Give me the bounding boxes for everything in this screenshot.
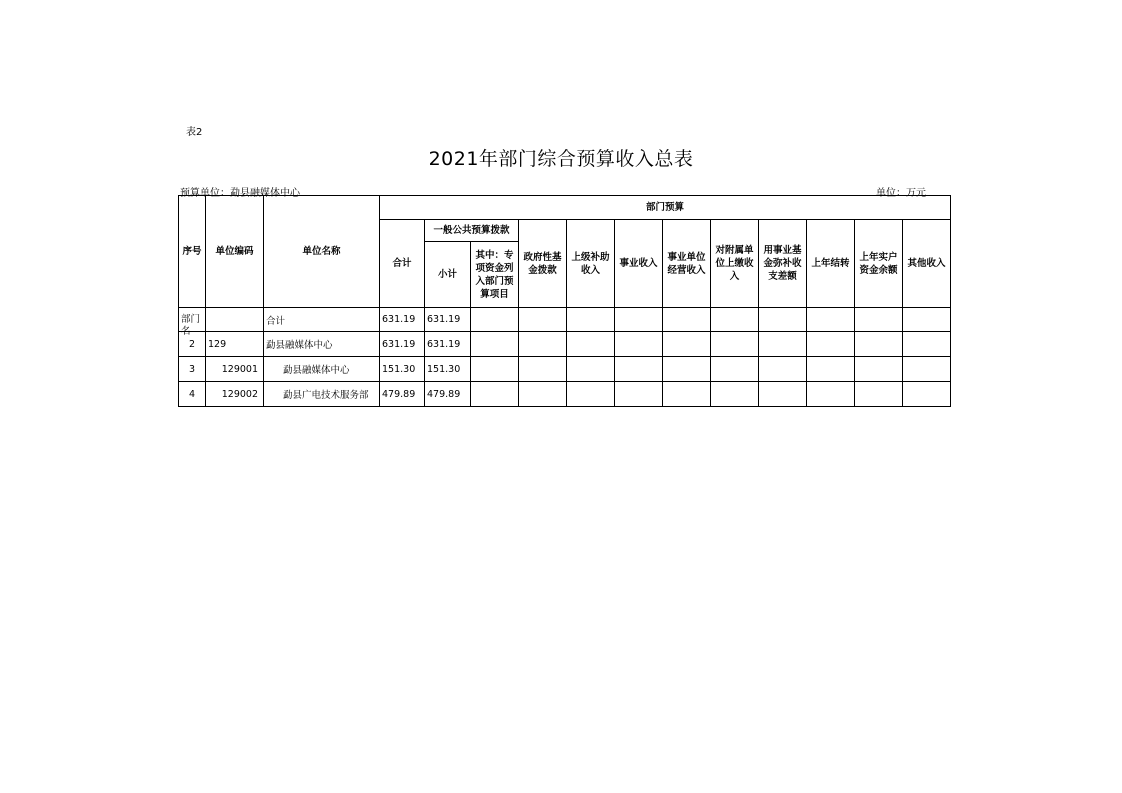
header-other-income: 其他收入 <box>903 220 951 308</box>
row-code: 129 <box>206 332 264 357</box>
table-row <box>179 382 951 407</box>
row-subtotal: 479.89 <box>425 382 471 407</box>
table-tag: 表2 <box>186 127 203 138</box>
header-general-public: 一般公共预算拨款 <box>425 220 519 242</box>
header-last-year-balance: 上年实户资金余额 <box>855 220 903 308</box>
header-business-operating: 事业单位经营收入 <box>663 220 711 308</box>
row-total: 631.19 <box>380 332 425 357</box>
row-seq: 4 <box>179 382 206 407</box>
header-unit-code: 单位编码 <box>206 196 264 308</box>
row-total: 631.19 <box>380 308 425 332</box>
row-seq: 3 <box>179 357 206 382</box>
row-total: 479.89 <box>380 382 425 407</box>
table-row <box>179 308 951 332</box>
header-last-year-carryover: 上年结转 <box>807 220 855 308</box>
row-seq: 部门名 <box>179 308 206 332</box>
row-code: 129002 <box>206 382 264 407</box>
header-unit-name: 单位名称 <box>264 196 380 308</box>
amount-unit: 单位：万元 <box>876 188 926 199</box>
header-row-1 <box>179 196 951 220</box>
header-gov-fund: 政府性基金拨款 <box>519 220 567 308</box>
page-title: 2021年部门综合预算收入总表 <box>428 148 694 170</box>
header-subtotal: 小计 <box>425 242 471 308</box>
header-business-income: 事业收入 <box>615 220 663 308</box>
row-subtotal: 631.19 <box>425 332 471 357</box>
header-affiliated-payment: 对附属单位上缴收入 <box>711 220 759 308</box>
row-code <box>206 308 264 332</box>
row-seq: 2 <box>179 332 206 357</box>
row-name: 合计 <box>264 308 380 332</box>
table-row <box>179 332 951 357</box>
table-row <box>179 357 951 382</box>
row-name: 勐县融媒体中心 <box>264 332 380 357</box>
row-name: 勐县广电技术服务部 <box>264 382 380 407</box>
header-seq: 序号 <box>179 196 206 308</box>
header-special-fund: 其中：专项资金列入部门预算项目 <box>471 242 519 308</box>
header-total: 合计 <box>380 220 425 308</box>
budget-income-table <box>178 195 951 407</box>
header-dept-budget: 部门预算 <box>380 196 951 220</box>
row-subtotal: 151.30 <box>425 357 471 382</box>
row-subtotal: 631.19 <box>425 308 471 332</box>
budget-unit: 预算单位：勐县融媒体中心 <box>180 188 300 199</box>
row-name: 勐县融媒体中心 <box>264 357 380 382</box>
header-superior-subsidy: 上级补助收入 <box>567 220 615 308</box>
row-total: 151.30 <box>380 357 425 382</box>
row-code: 129001 <box>206 357 264 382</box>
header-fund-balance: 用事业基金弥补收支差额 <box>759 220 807 308</box>
